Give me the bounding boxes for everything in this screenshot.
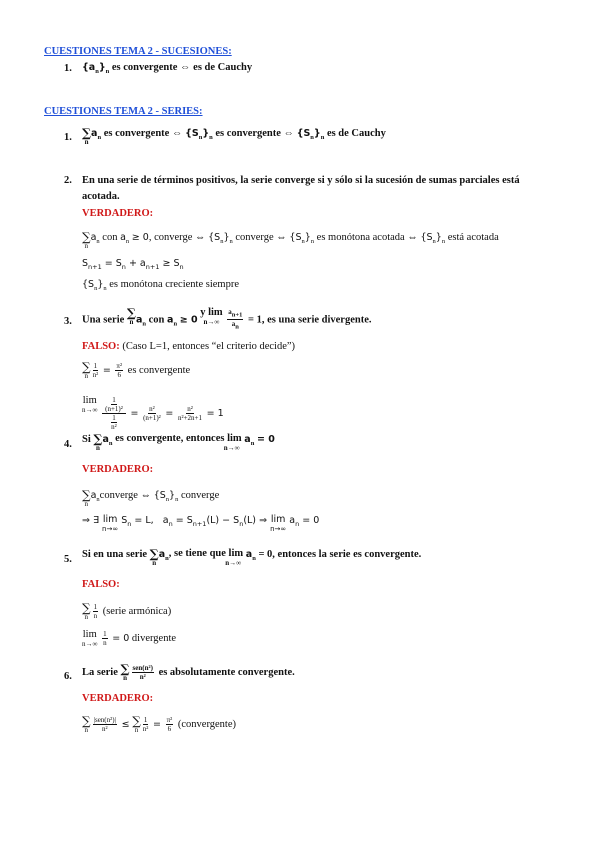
q3-number: 3. bbox=[64, 316, 72, 327]
heading-series: CUESTIONES TEMA 2 - SERIES: bbox=[44, 106, 203, 117]
q2-verdict: VERDADERO: bbox=[82, 208, 154, 219]
heading-sucesiones: CUESTIONES TEMA 2 - SUCESIONES: bbox=[44, 46, 232, 57]
q1-statement: ∑ n $a_n$ es convergente ⇔ $\{S_n\}_n$ es convergente ⇔ $\{S_n\}_n$ es de Cauchy bbox=[82, 126, 386, 146]
q6-statement: La serie ∑ n $\frac{\text{sen(n²)}}{\text{n²}}$ es absolutamente convergente. bbox=[82, 662, 295, 682]
suc-q1-statement: $\{a_n\}_n$ es convergente ⇔ es de Cauchy bbox=[82, 62, 253, 76]
q2-statement-line1: En una serie de términos positivos, la serie converge si y sólo si la sucesión de sumas parciales está bbox=[82, 175, 520, 186]
q2-work-recurrence: $S_{n+1} = S_n + a_{n+1} \ge S_n$ bbox=[82, 258, 184, 271]
q3-verdict-line: FALSO: (Caso L=1, entonces “el criterio decide”) bbox=[82, 341, 296, 352]
q2-work-line3: $\{S_n\}_n$ es monótona creciente siempre bbox=[82, 279, 239, 293]
q4-verdict: VERDADERO: bbox=[82, 464, 154, 475]
q3-work-line1: ∑ n $\frac{1}{\text{n²}}$ = $\frac{\text{π²}}{6}$ es convergente bbox=[82, 360, 191, 380]
q4-number: 4. bbox=[64, 439, 72, 450]
q5-number: 5. bbox=[64, 554, 72, 565]
q3-statement: Una serie ∑ n $a_n$ con $a_n \ge 0$ y lim n→∞ $\frac{a_{n+1}}{a_n}$ = 1, es una serie divergente. bbox=[82, 306, 372, 331]
q6-work-line1: ∑ n $\frac{\text{|sen(n²)|}}{\text{n²}}$ ≤ ∑ n $\frac{1}{\text{n²}}$ = $\frac{\text{π²}}{6}$ (convergente) bbox=[82, 714, 236, 734]
q4-statement: Si ∑ n $a_n$ es convergente, entonces lim n→∞ $a_n = 0$ bbox=[82, 432, 275, 452]
q4-work-line2: ⇒ ∃ lim n→∞ $S_n = L$, $a_n = S_{n+1}(L) - S_n(L)$ ⇒ lim n→∞ $a_n = 0$ bbox=[82, 514, 320, 533]
suc-q1-number: 1. bbox=[64, 63, 72, 74]
q1-number: 1. bbox=[64, 132, 72, 143]
q5-verdict: FALSO: bbox=[82, 579, 120, 590]
q2-work-line1: ∑ n $a_n$ con $a_n \ge 0$, converge ⇔ $\{S_n\}_n$ converge ⇔ $\{S_n\}_n$ es monótona acotada ⇔ $\{S_n\}_n$ está acotada bbox=[82, 230, 499, 250]
q6-verdict: VERDADERO: bbox=[82, 693, 154, 704]
q2-number: 2. bbox=[64, 175, 72, 186]
q5-work-line2: lim n→∞ $\frac{1}{n}$ = 0 divergente bbox=[82, 629, 177, 648]
q4-work-line1: ∑ n $a_nconverge$ ⇔ $\{S_n\}_n$ converge bbox=[82, 488, 220, 508]
q6-number: 6. bbox=[64, 671, 72, 682]
q3-work-line2: lim n→∞ $\frac{\frac{1}{\text{(n+1)²}}}{\frac{1}{\text{n²}}}$ = $\frac{\text{n²}}{\text{(n+1)²}}$ = $\frac{\text{n²}}{\text{n²+2n+1}}$ = 1 bbox=[82, 395, 224, 431]
q2-statement-line2: acotada. bbox=[82, 191, 120, 202]
q5-statement: Si en una serie ∑ n $a_n$ , se tiene que lim n→∞ $a_n = 0$, entonces la serie es convergente. bbox=[82, 547, 422, 567]
q5-work-line1: ∑ n $\frac{1}{n}$ (serie armónica) bbox=[82, 601, 172, 621]
